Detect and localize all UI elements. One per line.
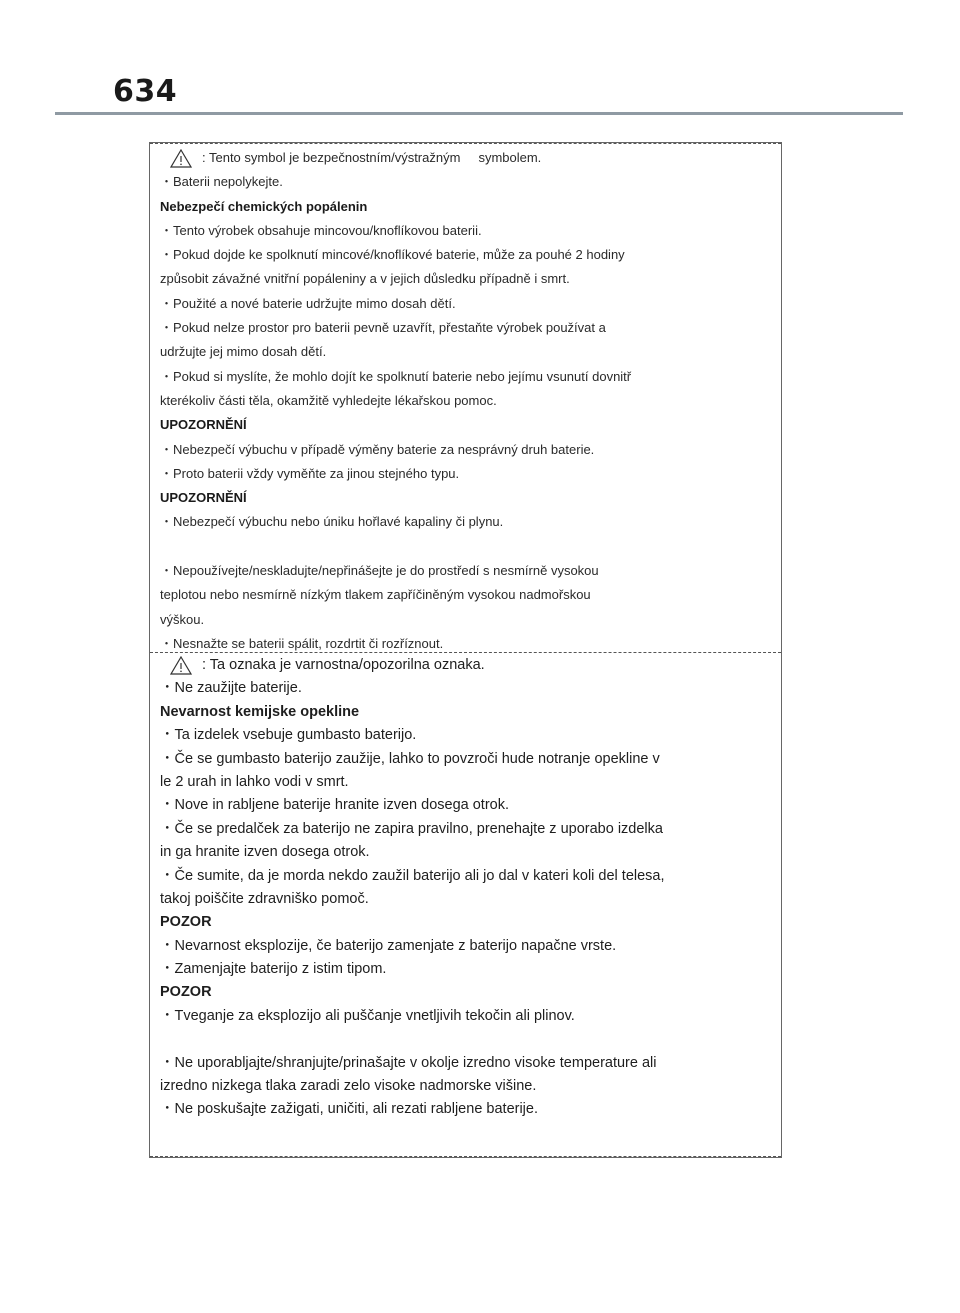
list-item: ・Baterii nepolykejte. [160,174,283,190]
list-item: ・Nebezpečí výbuchu nebo úniku hořlavé kapaliny či plynu. [160,514,504,530]
list-item: ・Nesnažte se baterii spálit, rozdrtit či rozříznout. [160,635,444,651]
caution-heading: POZOR [160,984,212,1001]
caution-heading: UPOZORNĚNÍ [160,417,247,433]
list-item: ・Tveganje za eksplozijo ali puščanje vnetljivih tekočin ali plinov. [160,1007,575,1024]
list-item-continued: udržujte jej mimo dosah dětí. [160,344,327,360]
list-item: ・Nevarnost eksplozije, če baterijo zamenjate z baterijo napačne vrste. [160,937,617,954]
list-item: ・Použité a nové baterie udržujte mimo dosah dětí. [160,295,456,311]
list-item: ・Nepoužívejte/neskladujte/nepřinášejte je do prostředí s nesmírně vysokou [160,563,599,579]
list-item: ・Ne poskušajte zažigati, uničiti, ali rezati rabljene baterije. [160,1101,538,1118]
list-item: ・Pokud si myslíte, že mohlo dojít ke spolknutí baterie nebo jejímu vsunutí dovnitř [160,368,632,384]
list-item-continued: výškou. [160,611,205,627]
top-divider [150,143,781,144]
list-item-continued: takoj poiščite zdravniško pomoč. [160,890,369,907]
czech-section [160,146,771,656]
list-item-continued: teplotou nebo nesmírně nízkým tlakem zapříčiněným vysokou nadmořskou [160,587,591,603]
list-item: ・Pokud dojde ke spolknutí mincové/knoflíkové baterie, může za pouhé 2 hodiny [160,247,625,263]
list-item: ・Proto baterii vždy vyměňte za jinou stejného typu. [160,465,460,481]
page-number: 634 [113,74,178,109]
list-item: ・Ta izdelek vsebuje gumbasto baterijo. [160,727,417,744]
slovenian-symbol-line [160,654,771,677]
list-item: ・Ne zaužijte baterije. [160,680,302,697]
czech-symbol-text-end: symbolem. [478,150,542,165]
warning-triangle-icon [170,656,192,675]
slovenian-section [160,654,771,1122]
list-item-continued: in ga hranite izven dosega otrok. [160,844,370,861]
section-heading: Nevarnost kemijske opekline [160,703,360,720]
list-item: ・Nebezpečí výbuchu v případě výměny baterie za nesprávný druh baterie. [160,441,595,457]
list-item: ・Tento výrobek obsahuje mincovou/knoflíkovou baterii. [160,222,482,238]
header-rule [55,112,903,115]
bottom-divider [150,1156,781,1157]
list-item: ・Nove in rabljene baterije hranite izven dosega otrok. [160,797,510,814]
warning-triangle-icon [170,149,192,168]
section-heading: Nebezpečí chemických popálenin [160,198,368,214]
list-item-continued: izredno nizkega tlaka zaradi zelo visoke nadmorske višine. [160,1078,537,1095]
section-divider [150,652,781,653]
list-item: ・Zamenjajte baterijo z istim tipom. [160,961,387,978]
list-item: ・Ne uporabljajte/shranjujte/prinašajte v okolje izredno visoke temperature ali [160,1054,657,1071]
list-item-continued: způsobit závažné vnitřní popáleniny a v jejich důsledku případně i smrt. [160,271,570,287]
list-item: ・Če se gumbasto baterijo zaužije, lahko to povzroči hude notranje opekline v [160,750,660,767]
list-item: ・Če sumite, da je morda nekdo zaužil baterijo ali jo dal v kateri koli del telesa, [160,867,665,884]
list-item-continued: le 2 urah in lahko vodi v smrt. [160,773,349,790]
czech-symbol-text: : Tento symbol je bezpečnostním/výstražným [202,150,461,165]
czech-symbol-line [160,146,771,170]
warning-box [149,142,782,1158]
list-item: ・Če se predalček za baterijo ne zapira pravilno, prenehajte z uporabo izdelka [160,820,663,837]
list-item: ・Pokud nelze prostor pro baterii pevně uzavřít, přestaňte výrobek používat a [160,320,606,336]
caution-heading: POZOR [160,914,212,931]
caution-heading: UPOZORNĚNÍ [160,490,247,506]
list-item-continued: kterékoliv části těla, okamžitě vyhledejte lékařskou pomoc. [160,392,497,408]
slovenian-symbol-text: : Ta oznaka je varnostna/opozorilna oznaka. [202,657,485,673]
